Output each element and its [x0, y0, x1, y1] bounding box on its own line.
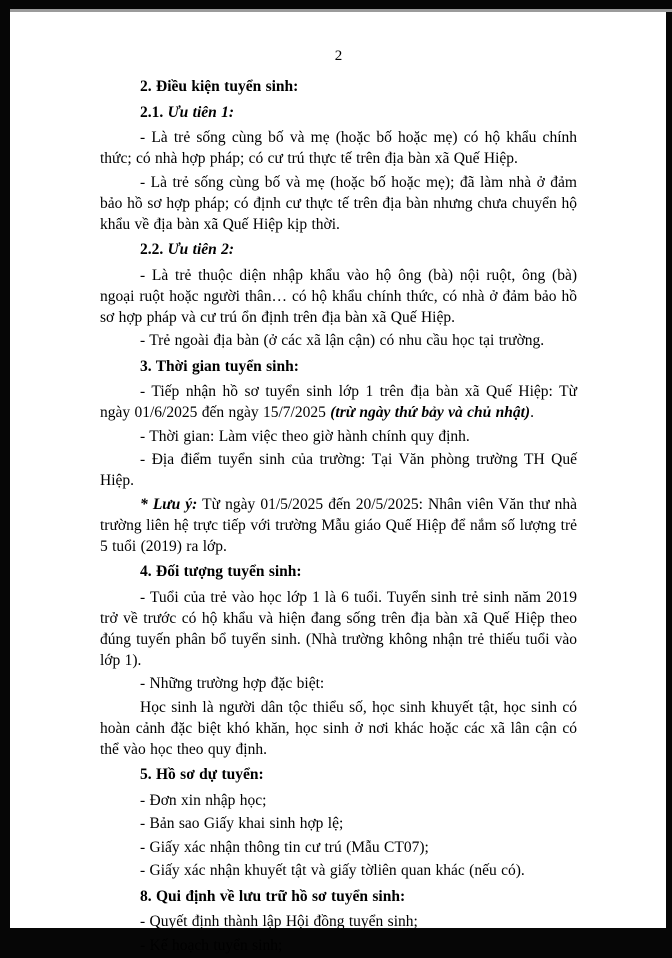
list-item: - Kế hoạch tuyển sinh;	[140, 936, 283, 954]
heading-number: 2.1.	[140, 103, 168, 121]
list-item: - Quyết định thành lập Hội đồng tuyển sinh;	[140, 913, 418, 930]
heading-title-italic: Ưu tiên 2:	[167, 241, 235, 258]
section-heading-2: 2. Điều kiện tuyển sinh:	[140, 78, 299, 95]
paragraph-tail: .	[530, 404, 534, 421]
list-item: - Bản sao Giấy khai sinh hợp lệ;	[140, 815, 344, 832]
page-content	[100, 46, 577, 958]
paragraph: - Địa điểm tuyển sinh của trường: Tại Văn phòng trường TH Quế Hiệp.	[100, 451, 577, 489]
note-paragraph	[100, 494, 577, 557]
note-text: Từ ngày 01/5/2025 đến 20/5/2025: Nhân viên Văn thư nhà trường liên hệ trực tiếp với trường Mẫu giáo Quế Hiệp để nắm số lượng trẻ 5 tuổi (2019) ra lớp.	[100, 495, 577, 555]
document-page	[10, 12, 666, 954]
paragraph: Học sinh là người dân tộc thiểu số, học sinh khuyết tật, học sinh có hoàn cảnh đặc biệt khó khăn, học sinh ở nơi khác hoặc các xã lân cận có thể vào học theo quy định.	[100, 698, 577, 758]
section-heading-4: 4. Đối tượng tuyển sinh:	[140, 563, 302, 580]
heading-title-italic: Ưu tiên 1:	[167, 103, 235, 121]
paragraph: - Là trẻ sống cùng bố và mẹ (hoặc bố hoặc mẹ); đã làm nhà ở đảm bảo hồ sơ hợp pháp; có định cư thực tế trên địa bàn nhưng chưa chuyển hộ khẩu về địa bàn xã Quế Hiệp kịp thời.	[100, 173, 577, 233]
note-lead: * Lưu ý:	[140, 495, 198, 513]
section-heading-2-2	[100, 239, 577, 260]
paragraph-emphasis: (trừ ngày thứ bảy và chủ nhật)	[330, 404, 531, 421]
section-heading-5: 5. Hồ sơ dự tuyển:	[140, 766, 264, 783]
paragraph: - Tuổi của trẻ vào học lớp 1 là 6 tuổi. Tuyển sinh trẻ sinh năm 2019 trở về trước có hộ khẩu và hiện đang sống trên địa bàn xã Quế Hiệp theo đúng tuyến phân bổ tuyển sinh. (Nhà trường không nhận trẻ thiếu tuổi vào lớp 1).	[100, 588, 577, 669]
list-item: - Giấy xác nhận thông tin cư trú (Mẫu CT07);	[140, 838, 429, 856]
section-heading-8: 8. Qui định về lưu trữ hồ sơ tuyển sinh:	[140, 887, 406, 905]
list-item: - Đơn xin nhập học;	[140, 791, 267, 809]
list-item: - Giấy xác nhận khuyết tật và giấy tờliên quan khác (nếu có).	[140, 862, 525, 879]
paragraph	[100, 381, 577, 423]
section-heading-3: 3. Thời gian tuyển sinh:	[140, 357, 299, 375]
paragraph: - Là trẻ sống cùng bố và mẹ (hoặc bố hoặc mẹ) có hộ khẩu chính thức; có nhà hợp pháp; có cư trú thực tế trên địa bàn xã Quế Hiệp.	[100, 129, 577, 167]
paragraph-text: - Tiếp nhận hồ sơ tuyển sinh lớp 1 trên địa bàn xã Quế Hiệp: Từ ngày 01/6/2025 đến ngày 15/7/2025	[100, 383, 577, 421]
page-number: 2	[334, 48, 343, 64]
section-heading-2-1	[100, 102, 577, 123]
paragraph: - Thời gian: Làm việc theo giờ hành chính quy định.	[140, 427, 470, 445]
paragraph: - Những trường hợp đặc biệt:	[140, 675, 325, 692]
paragraph: - Trẻ ngoài địa bàn (ở các xã lận cận) có nhu cầu học tại trường.	[140, 332, 545, 349]
heading-number: 2.2.	[140, 241, 168, 258]
paragraph: - Là trẻ thuộc diện nhập khẩu vào hộ ông (bà) nội ruột, ông (bà) ngoại ruột hoặc người thân… có hộ khẩu chính thức, có nhà ở đảm bảo hồ sơ hợp pháp và cư trú ổn định trên địa bàn xã Quế Hiệp.	[100, 266, 577, 326]
